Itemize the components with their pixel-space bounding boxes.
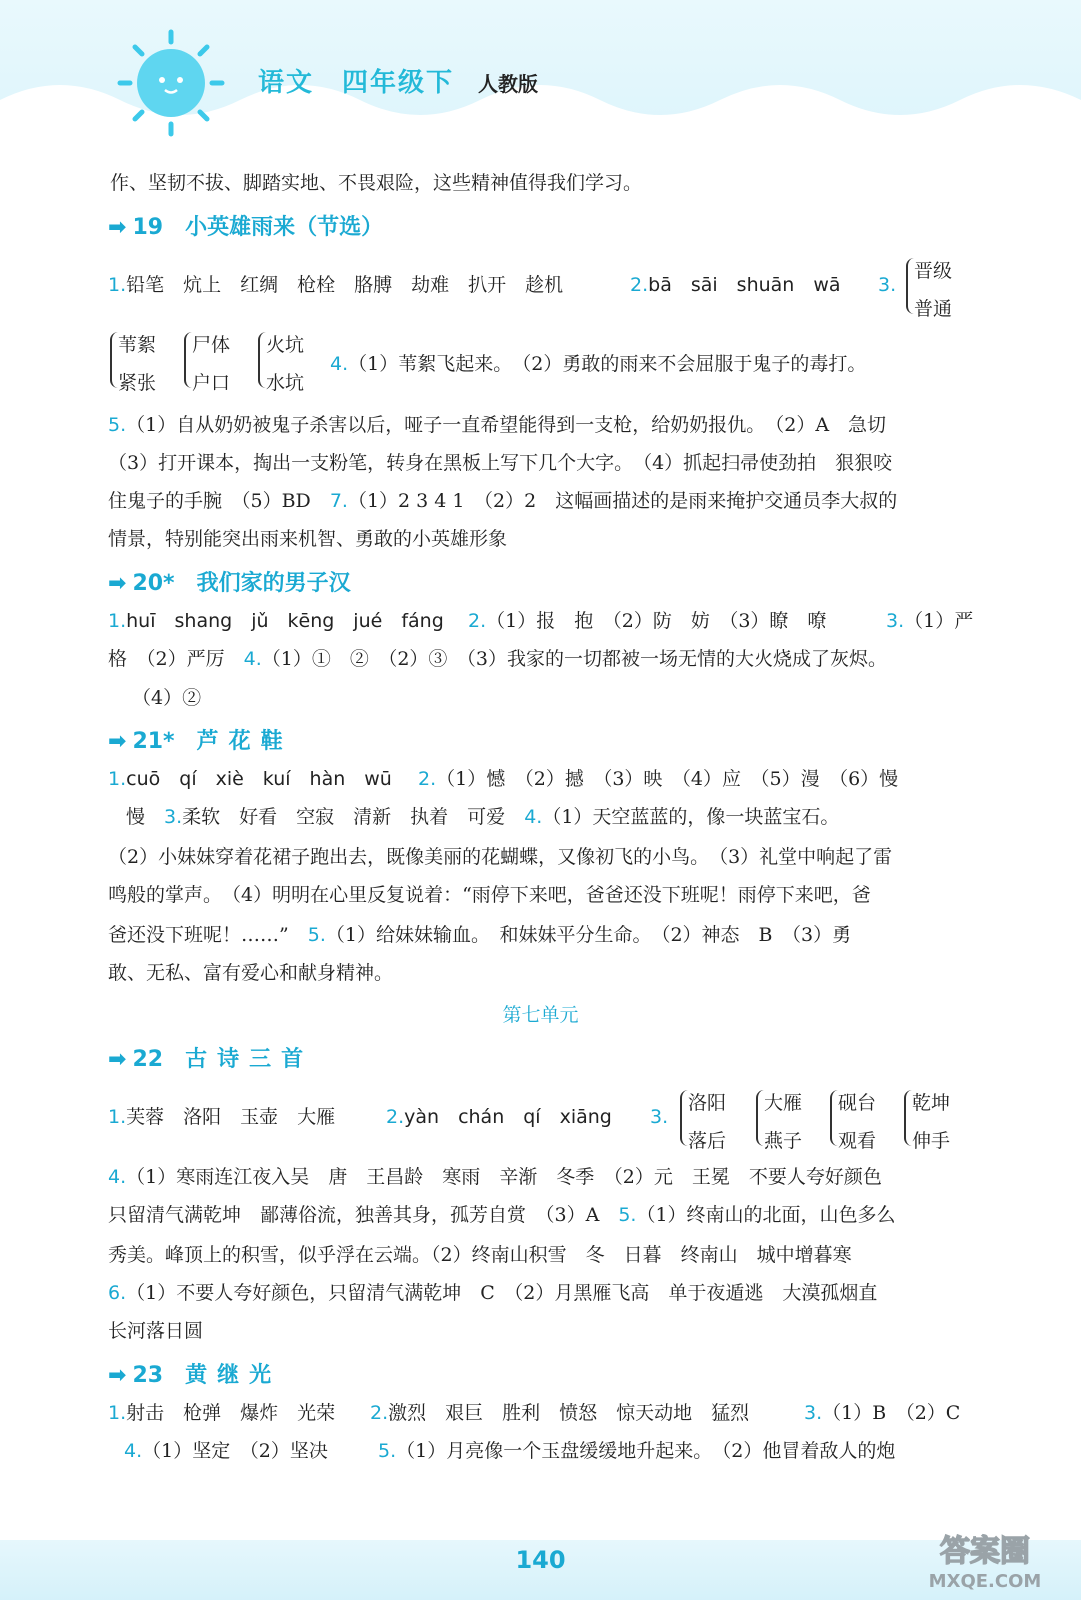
- text-line: [108, 922, 851, 948]
- answer-text: （1）终南山的北面，山色多么: [636, 1204, 896, 1226]
- brace-word: 晋级: [914, 260, 953, 282]
- question-number: 5.: [108, 414, 127, 436]
- brace: [756, 1090, 764, 1146]
- text-line: [468, 608, 826, 634]
- arrow-icon: ➡: [108, 215, 127, 240]
- brace-word: 砚台: [838, 1092, 877, 1114]
- text-line: [108, 608, 444, 634]
- page-number: 140: [515, 1546, 566, 1574]
- arrow-icon: ➡: [108, 1363, 127, 1388]
- text-line: [124, 1438, 328, 1464]
- answer-text: （1）自从奶奶被鬼子杀害以后，哑子一直希望能得到一支枪，给奶奶报仇。 （2）A 急切: [126, 414, 887, 436]
- text-line: [108, 766, 392, 792]
- text-line: 长河落日圆: [108, 1320, 204, 1342]
- brace-word: 观看: [838, 1130, 877, 1152]
- brace-word: 伸手: [912, 1130, 951, 1152]
- question-number: 2.: [630, 274, 649, 296]
- brace-word: 水坑: [266, 372, 305, 394]
- text-line: 鸣般的掌声。 （4）明明在心里反复说着：“雨停下来吧，爸爸还没下班呢！雨停下来吧，爸: [108, 884, 871, 906]
- answer-text: （1）不要人夸好颜色，只留清气满乾坤 C （2）月黑雁飞高 单于夜遁逃 大漠孤烟直: [126, 1282, 878, 1304]
- answer-text: （1）苇絮飞起来。 （2）勇敢的雨来不会屈服于鬼子的毒打。: [348, 353, 867, 375]
- section-title: 我们家的男子汉: [196, 571, 351, 596]
- text-line: [418, 766, 898, 792]
- text-line: 敢、无私、富有爱心和献身精神。: [108, 962, 394, 984]
- brace-word: 尸体: [192, 334, 231, 356]
- question-number: 7.: [329, 490, 348, 512]
- text-line: [386, 1104, 612, 1130]
- pinyin-answer: bā sāi shuān wā: [648, 274, 841, 296]
- answer-text: 射击 枪弹 爆炸 光荣: [126, 1402, 336, 1424]
- question-number: 4.: [124, 1440, 143, 1462]
- text-line: [108, 272, 563, 298]
- question-number: 5.: [307, 924, 326, 946]
- brace: [184, 332, 192, 388]
- question-number: 4.: [108, 1166, 127, 1188]
- answer-text: （1）严: [904, 610, 974, 632]
- text-line: [370, 1400, 749, 1426]
- text-line: [108, 1202, 896, 1228]
- text-line: [108, 1104, 335, 1130]
- section-heading-23: [108, 1358, 281, 1389]
- answer-text: （1）B （2）C: [822, 1402, 961, 1424]
- question-number: 2.: [418, 768, 437, 790]
- arrow-icon: ➡: [108, 729, 127, 754]
- answer-text: 格 （2）严厉: [108, 648, 225, 670]
- brace-word: 普通: [914, 298, 953, 320]
- header-edition: 人教版: [478, 72, 538, 96]
- section-number: 21*: [132, 729, 175, 754]
- question-number: 1.: [108, 1106, 127, 1128]
- answer-text: （1）① ② （2）③ （3）我家的一切都被一场无情的大火烧成了灰烬。: [261, 648, 888, 670]
- section-title: 小英雄雨来（节选）: [185, 215, 384, 240]
- header-grade: 四年级下: [342, 68, 455, 98]
- pinyin-answer: huī shang jǔ kēng jué fáng: [126, 610, 444, 632]
- pinyin-answer: yàn chán qí xiāng: [404, 1106, 612, 1128]
- header-subject: 语文: [258, 68, 315, 98]
- question-number: 3.: [886, 610, 905, 632]
- brace: [906, 258, 914, 314]
- brace-word: 大雁: [764, 1092, 803, 1114]
- text-line: [126, 804, 839, 830]
- watermark-logo: [900, 1525, 1070, 1595]
- text-line: （4）②: [132, 687, 202, 709]
- answer-text: （1）给妹妹输血。 和妹妹平分生命。 （2）神态 B （3）勇: [325, 924, 852, 946]
- question-number: 1.: [108, 274, 127, 296]
- answer-text: （1）2 3 4 1 （2）2 这幅画描述的是雨来掩护交通员李大叔的: [347, 490, 898, 512]
- answer-text: 柔软 好看 空寂 清新 执着 可爱: [182, 806, 506, 828]
- brace: [680, 1090, 688, 1146]
- text-line: [108, 1280, 877, 1306]
- text-line: 秀美。峰顶上的积雪，似乎浮在云端。（2）终南山积雪 冬 日暮 终南山 城中增暮寒: [108, 1244, 852, 1266]
- section-title: 古诗三首: [185, 1047, 314, 1072]
- text-line: [108, 488, 897, 514]
- text-line: （2）小妹妹穿着花裙子跑出去，既像美丽的花蝴蝶，又像初飞的小鸟。 （3）礼堂中响起了雷: [108, 846, 893, 868]
- text-line: 作、坚韧不拔、脚踏实地、不畏艰险，这些精神值得我们学习。: [110, 172, 643, 194]
- text-line: [108, 412, 886, 438]
- answer-text: （1）月亮像一个玉盘缓缓地升起来。 （2）他冒着敌人的炮: [396, 1440, 896, 1462]
- question-number: 3.: [164, 806, 183, 828]
- section-number: 20*: [132, 571, 175, 596]
- text-line: [650, 1104, 668, 1130]
- answer-text: 芙蓉 洛阳 玉壶 大雁: [126, 1106, 336, 1128]
- brace-word: 洛阳: [688, 1092, 727, 1114]
- question-number: 2.: [370, 1402, 389, 1424]
- section-title: 芦花鞋: [196, 729, 293, 754]
- question-number: 4.: [330, 353, 349, 375]
- text-line: [630, 272, 841, 298]
- section-heading-21: [108, 724, 293, 755]
- answer-text: （1）坚定 （2）坚决: [142, 1440, 328, 1462]
- question-number: 3.: [878, 274, 897, 296]
- text-line: [804, 1400, 960, 1426]
- brace-word: 落后: [688, 1130, 727, 1152]
- brace: [258, 332, 266, 388]
- watermark-url: MXQE.COM: [928, 1571, 1042, 1592]
- question-number: 2.: [468, 610, 487, 632]
- unit-heading: 第七单元: [502, 1004, 579, 1026]
- brace: [110, 332, 118, 388]
- text-line: [886, 608, 973, 634]
- answer-text: （1）报 抱 （2）防 妨 （3）瞭 嘹: [486, 610, 827, 632]
- arrow-icon: ➡: [108, 571, 127, 596]
- text-line: [878, 272, 896, 298]
- text-line: [378, 1438, 895, 1464]
- answer-text: 只留清气满乾坤 鄙薄俗流，独善其身，孤芳自赏 （3）A: [108, 1204, 600, 1226]
- answer-text: （1）憾 （2）撼 （3）映 （4）应 （5）漫 （6）慢: [436, 768, 899, 790]
- text-line: [108, 646, 887, 672]
- answer-text: 爸还没下班呢！……”: [108, 924, 289, 946]
- question-number: 6.: [108, 1282, 127, 1304]
- section-number: 23: [132, 1363, 164, 1388]
- brace-word: 乾坤: [912, 1092, 951, 1114]
- question-number: 3.: [650, 1106, 669, 1128]
- answer-text: 铅笔 炕上 红绸 枪栓 胳膊 劫难 扒开 趁机: [126, 274, 564, 296]
- section-heading-22: [108, 1042, 313, 1073]
- brace-word: 火坑: [266, 334, 305, 356]
- brace: [830, 1090, 838, 1146]
- section-number: 19: [132, 215, 164, 240]
- section-number: 22: [132, 1047, 164, 1072]
- question-number: 5.: [378, 1440, 397, 1462]
- answer-text: （1）寒雨连江夜入吴 唐 王昌龄 寒雨 辛渐 冬季 （2）元 王冕 不要人夸好颜色: [126, 1166, 882, 1188]
- question-number: 1.: [108, 768, 127, 790]
- text-line: （3）打开课本，掏出一支粉笔，转身在黑板上写下几个大字。 （4）抓起扫帚使劲拍 狠狠咬: [108, 452, 893, 474]
- question-number: 5.: [618, 1204, 637, 1226]
- text-line: [108, 1164, 882, 1190]
- text-line: [330, 351, 866, 377]
- question-number: 2.: [386, 1106, 405, 1128]
- text-line: 情景，特别能突出雨来机智、勇敢的小英雄形象: [108, 528, 508, 550]
- arrow-icon: ➡: [108, 1047, 127, 1072]
- answer-text: 慢: [126, 806, 146, 828]
- brace: [904, 1090, 912, 1146]
- brace-word: 苇絮: [118, 334, 157, 356]
- section-heading-20: [108, 566, 351, 597]
- brace-word: 户口: [192, 372, 231, 394]
- pinyin-answer: cuō qí xiè kuí hàn wū: [126, 768, 392, 790]
- answer-text: 住鬼子的手腕 （5）BD: [108, 490, 311, 512]
- question-number: 1.: [108, 1402, 127, 1424]
- question-number: 1.: [108, 610, 127, 632]
- answer-text: 激烈 艰巨 胜利 愤怒 惊天动地 猛烈: [388, 1402, 750, 1424]
- question-number: 4.: [524, 806, 543, 828]
- question-number: 4.: [243, 648, 262, 670]
- section-heading-19: [108, 210, 383, 241]
- text-line: [108, 1400, 335, 1426]
- answer-text: （1）天空蓝蓝的，像一块蓝宝石。: [542, 806, 840, 828]
- question-number: 3.: [804, 1402, 823, 1424]
- brace-word: 燕子: [764, 1130, 803, 1152]
- brace-word: 紧张: [118, 372, 157, 394]
- watermark-text: 答案圈: [940, 1534, 1030, 1569]
- section-title: 黄继光: [185, 1363, 282, 1388]
